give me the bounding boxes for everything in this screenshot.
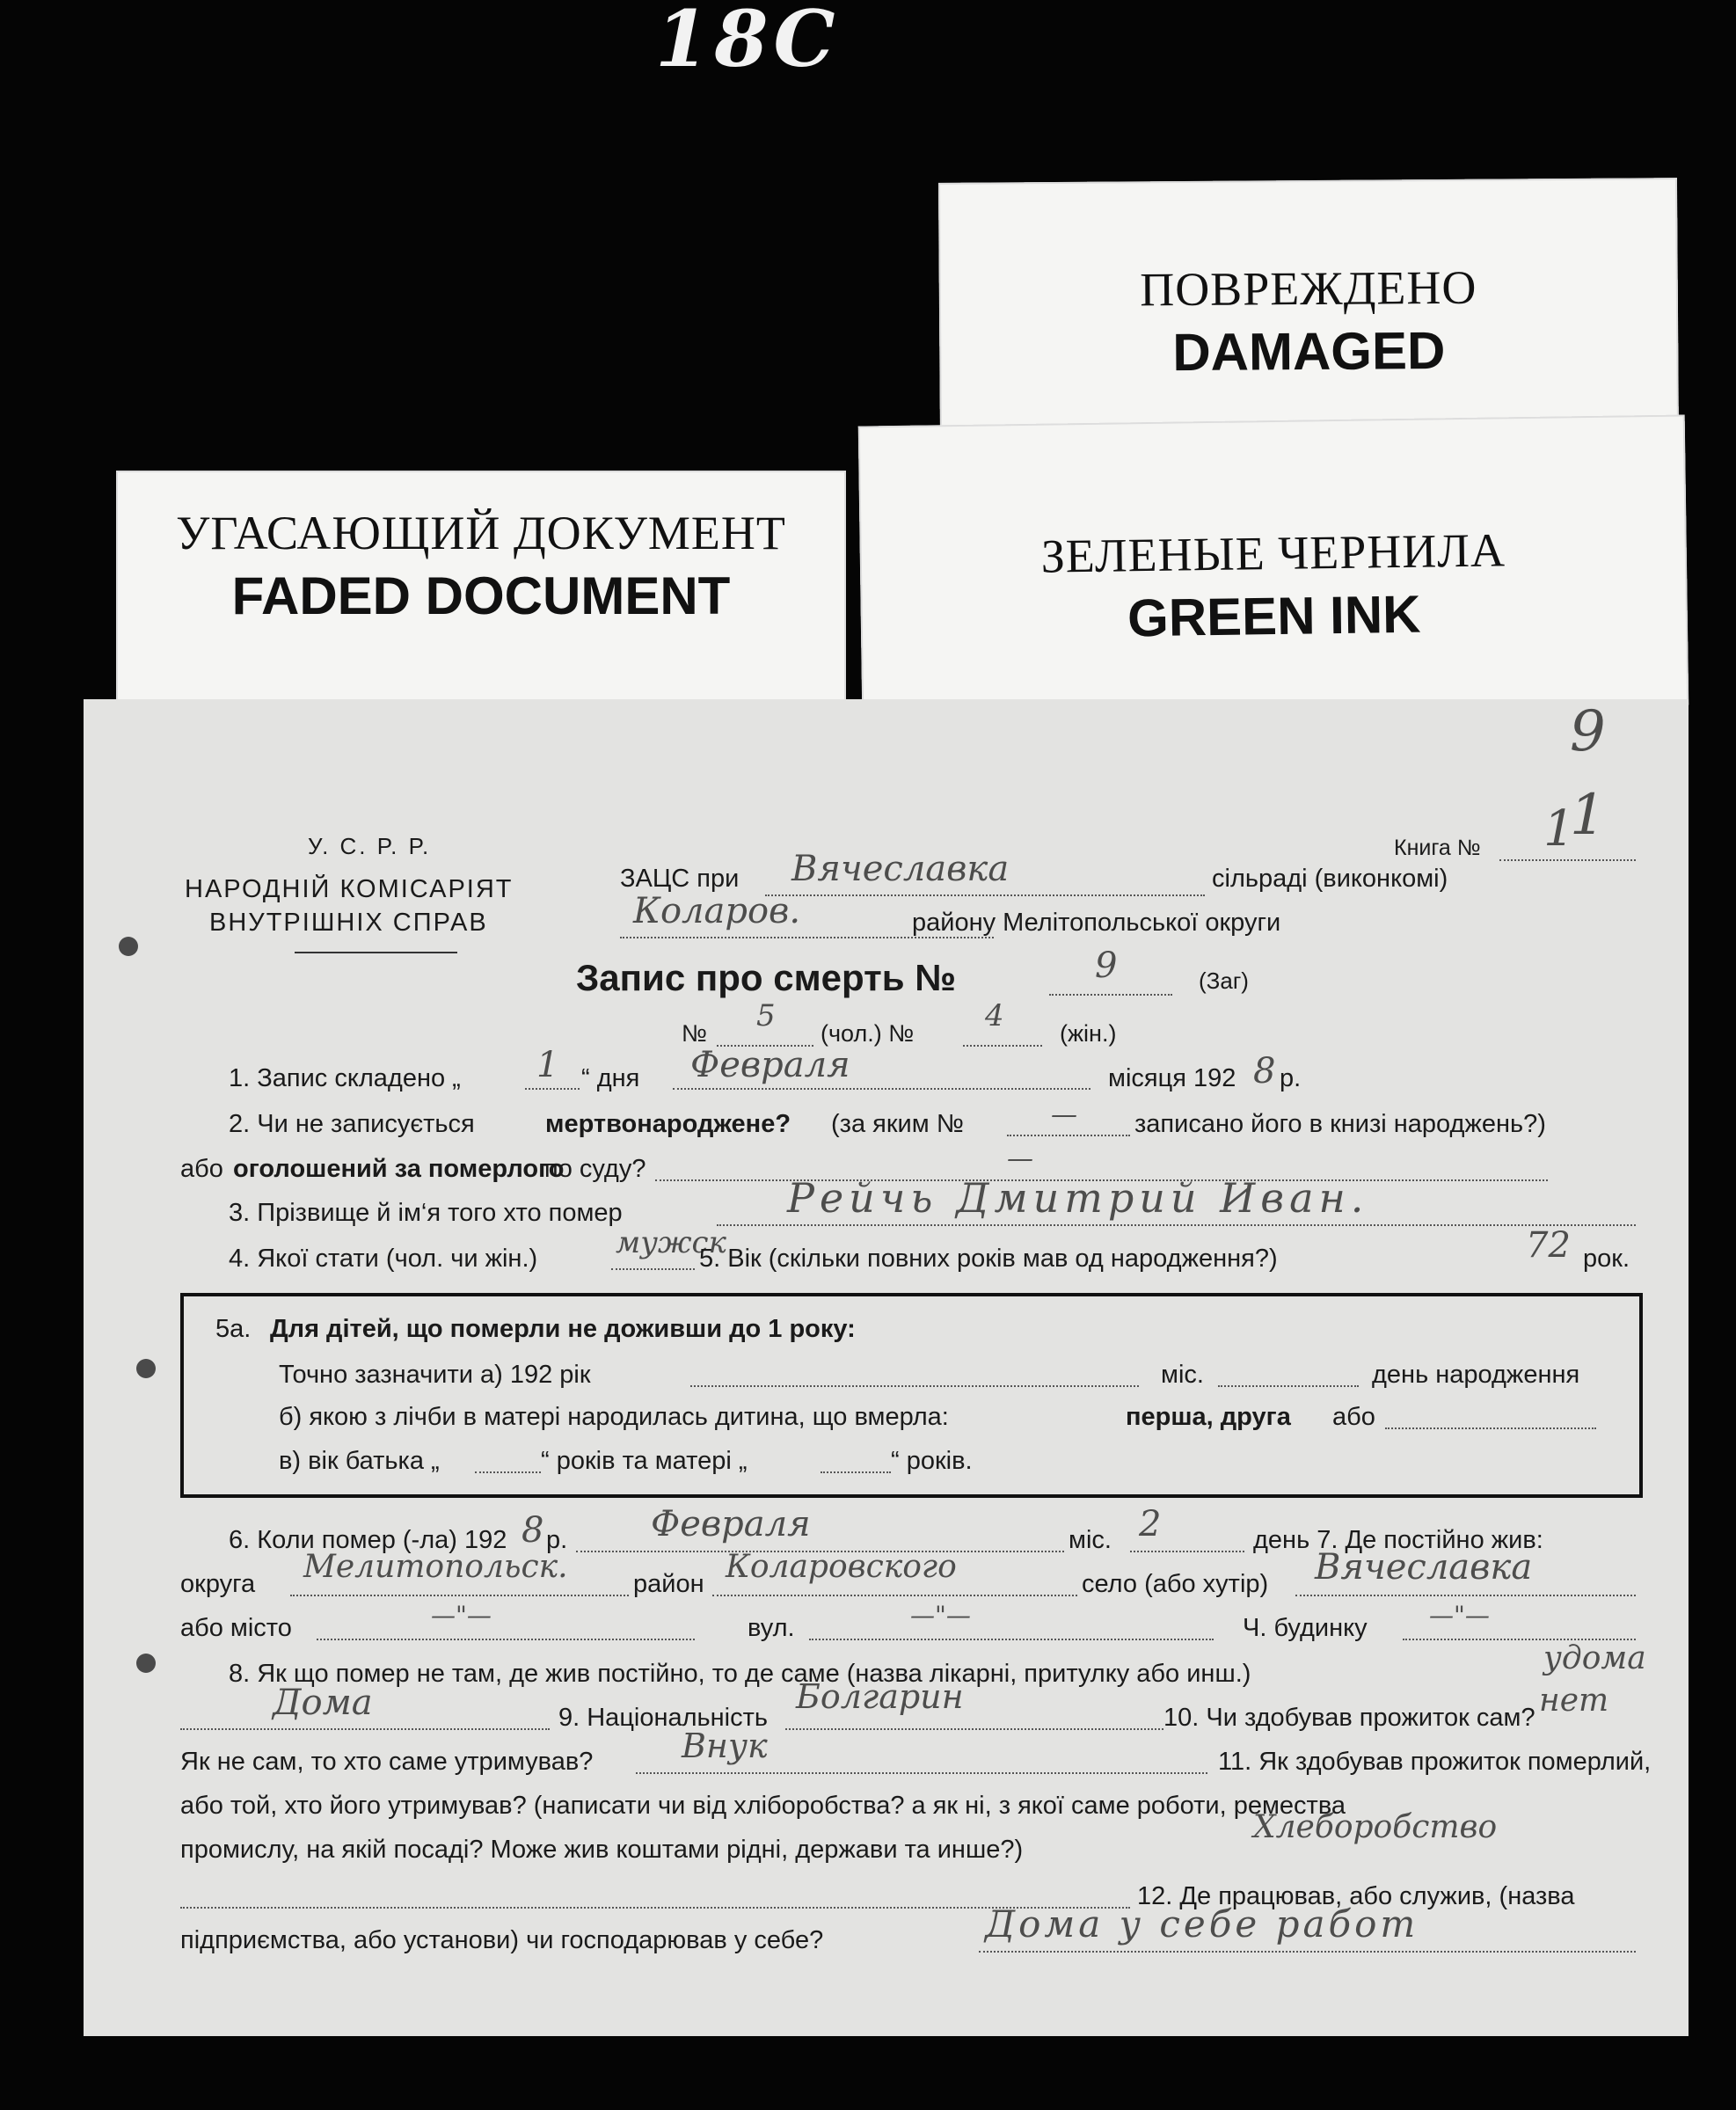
infant-row3-c: “ років.: [891, 1447, 973, 1475]
row1-day-line: [525, 1088, 580, 1090]
infant-row3-a: в) вік батька „: [279, 1447, 440, 1475]
infant-row3-father-line: [475, 1471, 541, 1473]
male-no-label: №: [682, 1020, 707, 1047]
row6-year-suffix: р.: [546, 1526, 568, 1554]
row7-okruha-hw: Мелитопольск.: [303, 1549, 568, 1585]
district-suffix: району Мелітопольської округи: [912, 909, 1281, 937]
row6-month-label: міс.: [1069, 1526, 1112, 1554]
green-ink-label-card: [858, 414, 1689, 716]
row9-place-line: [180, 1728, 550, 1730]
row2-line: [1007, 1135, 1130, 1136]
row12-hw: Дома у себе работ: [985, 1902, 1419, 1946]
row2e-court: по суду?: [544, 1155, 646, 1183]
row7b-house-hw: —"—: [1429, 1601, 1490, 1630]
green-ink-label-en: GREEN INK: [1127, 584, 1421, 648]
punch-hole: [136, 1654, 156, 1673]
row7b-city-line: [317, 1639, 695, 1640]
record-number-hw: 9: [1095, 945, 1118, 986]
row4-age-suffix: рок.: [1583, 1245, 1630, 1273]
row8-hw: удома: [1543, 1640, 1646, 1676]
infant-row3-b: “ років та матері „: [541, 1447, 748, 1475]
row7-selo-label: село (або хутір): [1082, 1570, 1269, 1598]
row7-rayon-line: [712, 1595, 1077, 1596]
book-number-hw: 1: [1543, 800, 1575, 858]
row1-year-suffix: р.: [1280, 1064, 1302, 1092]
infant-row2-b: перша, друга: [1126, 1403, 1291, 1431]
row1-day-label: “ дня: [581, 1064, 640, 1092]
row7b-street-line: [809, 1639, 1214, 1640]
row4-age-hw: 72: [1526, 1225, 1571, 1266]
row2-hw: —: [1051, 1099, 1077, 1130]
row7b-house-label: Ч. будинку: [1243, 1614, 1368, 1642]
damaged-label-en: DAMAGED: [1172, 320, 1446, 383]
row2-label: 2. Чи не записується: [229, 1110, 475, 1138]
infant-section-title: Для дітей, що померли не доживши до 1 року:: [270, 1315, 856, 1343]
row11-line3: промислу, на якій посаді? Може жив коштами рідні, держави та инше?): [180, 1836, 1024, 1864]
row9-hw: Болгарин: [796, 1677, 964, 1716]
row2-stillborn: мертвонароджене?: [545, 1110, 791, 1138]
damaged-label-card: [938, 178, 1679, 447]
commissariat-line-1: НАРОДНІЙ КОМІСАРІЯТ: [185, 875, 514, 903]
row12-label: 12. Де працював, або служив, (назва: [1137, 1882, 1575, 1910]
row6-year-hw: 8: [522, 1510, 544, 1551]
row3-line: [717, 1224, 1636, 1226]
infant-row3-mother-line: [821, 1471, 891, 1473]
row6-day-hw: 2: [1139, 1504, 1162, 1544]
row2e-or: або: [180, 1155, 223, 1183]
row7b-city-hw: —"—: [431, 1601, 492, 1630]
female-number-hw: 4: [985, 998, 1004, 1033]
row9-line: [785, 1728, 1163, 1730]
row7-selo-hw: Вячеславка: [1315, 1547, 1533, 1588]
corner-number-bottom: 1: [1570, 783, 1606, 848]
usrr-heading: У. С. Р. Р.: [308, 833, 432, 859]
damaged-label-ru: ПОВРЕЖДЕНО: [1139, 260, 1477, 317]
faded-label-card: [116, 471, 846, 712]
infant-row2-c: або: [1332, 1403, 1375, 1431]
row9-place-hw: Дома: [273, 1683, 373, 1723]
row9-label: 9. Національність: [558, 1704, 769, 1732]
infant-row1-month-line: [1218, 1385, 1359, 1387]
female-number-line: [963, 1045, 1042, 1047]
infant-row1-b: міс.: [1161, 1361, 1204, 1389]
row6-tail: день 7. Де постійно жив:: [1253, 1526, 1543, 1554]
book-number-line: [1499, 859, 1636, 861]
row3-hw: Рейчь Дмитрий Иван.: [787, 1174, 1369, 1222]
record-zag: (Заг): [1199, 967, 1249, 994]
infant-section-number: 5а.: [215, 1315, 252, 1343]
row3-label: 3. Прізвище й ім‘я того хто помер: [229, 1199, 623, 1227]
row10-hw: нет: [1539, 1683, 1609, 1719]
row7-okruha-line: [290, 1595, 629, 1596]
record-title: Запис про смерть №: [576, 957, 956, 998]
row2e-hw: —: [1007, 1143, 1033, 1174]
row10b-label: Як не сам, то хто саме утримував?: [180, 1748, 594, 1776]
zags-hw: Вячеславка: [791, 849, 1010, 889]
row7b-city-label: або місто: [180, 1614, 292, 1642]
punch-hole: [136, 1359, 156, 1378]
row7-rayon-hw: Коларовского: [726, 1549, 957, 1585]
row4-label: 4. Якої стати (чол. чи жін.): [229, 1245, 538, 1273]
infant-row1-a: Точно зазначити а) 192 рік: [279, 1361, 591, 1389]
female-label: (жін.): [1060, 1020, 1117, 1047]
row11-label: 11. Як здобував прожиток померлий,: [1218, 1748, 1652, 1776]
row11-line2: або той, хто його утримував? (написати чи від хліборобства? а як ні, з якої саме роботи, ремества: [180, 1792, 1346, 1820]
death-record-form: [84, 699, 1689, 2036]
infant-row1-c: день народження: [1372, 1361, 1580, 1389]
row1-month-line: [673, 1088, 1090, 1090]
row2-which-no: (за яким №: [831, 1110, 964, 1138]
row2e-declared: оголошений за померлого: [233, 1155, 565, 1183]
row6-day-line: [1130, 1551, 1244, 1552]
row7-selo-line: [1295, 1595, 1636, 1596]
faded-label-en: FADED DOCUMENT: [231, 566, 731, 625]
male-number-hw: 5: [756, 998, 776, 1033]
row4-sex-hw: мужск: [616, 1225, 726, 1260]
archive-mark: 18С: [655, 0, 841, 84]
row2-tail: записано його в книзі народжень?): [1134, 1110, 1546, 1138]
row12-hw-line: [979, 1951, 1636, 1953]
row6-label: 6. Коли помер (-ла) 192: [229, 1526, 507, 1554]
zags-line: [765, 894, 1205, 896]
row10b-hw: Внук: [682, 1727, 768, 1765]
row1-day-hw: 1: [536, 1045, 559, 1085]
row7b-street-label: вул.: [748, 1614, 795, 1642]
row8-label: 8. Як що помер не там, де жив постійно, то де саме (назва лікарні, притулку або инш.): [229, 1660, 1251, 1688]
row7-rayon-label: район: [633, 1570, 704, 1598]
infant-row2-a: б) якою з лічби в матері народилась дитина, що вмерла:: [279, 1403, 949, 1431]
row11-hw: Хлеборобство: [1253, 1809, 1498, 1845]
record-number-line: [1049, 994, 1172, 996]
row1-month-label: місяця 192: [1108, 1064, 1236, 1092]
corner-number-top: 9: [1570, 699, 1606, 764]
punch-hole: [119, 937, 138, 956]
commissariat-line-2: ВНУТРІШНІХ СПРАВ: [209, 909, 488, 937]
infant-row2-line: [1385, 1427, 1596, 1429]
male-label: (чол.) №: [821, 1020, 915, 1047]
book-label: Книга №: [1394, 836, 1481, 860]
row1-year-hw: 8: [1253, 1051, 1276, 1092]
row1-label: 1. Запис складено „: [229, 1064, 461, 1092]
green-ink-label-ru: ЗЕЛЕНЫЕ ЧЕРНИЛА: [1040, 523, 1506, 583]
zags-suffix: сільраді (виконкомі): [1212, 865, 1448, 893]
header-underline: [295, 952, 457, 953]
row10-label: 10. Чи здобував прожиток сам?: [1163, 1704, 1535, 1732]
row7-okruha-label: округа: [180, 1570, 256, 1598]
row4-sex-line: [611, 1268, 695, 1270]
zags-prefix: ЗАЦС при: [620, 865, 740, 893]
row7b-street-hw: —"—: [910, 1601, 971, 1630]
row4-age-label: 5. Вік (скільки повних років мав од народження?): [699, 1245, 1278, 1273]
row12-line2: підприємства, або установи) чи господарював у себе?: [180, 1926, 824, 1954]
row1-month-hw: Февраля: [690, 1045, 850, 1085]
faded-label-ru: УГАСАЮЩИЙ ДОКУМЕНТ: [176, 507, 786, 559]
district-hw: Коларов.: [633, 891, 801, 931]
row10b-line: [636, 1772, 1207, 1774]
infant-row1-year-line: [690, 1385, 1139, 1387]
row6-month-hw: Февраля: [651, 1504, 811, 1544]
